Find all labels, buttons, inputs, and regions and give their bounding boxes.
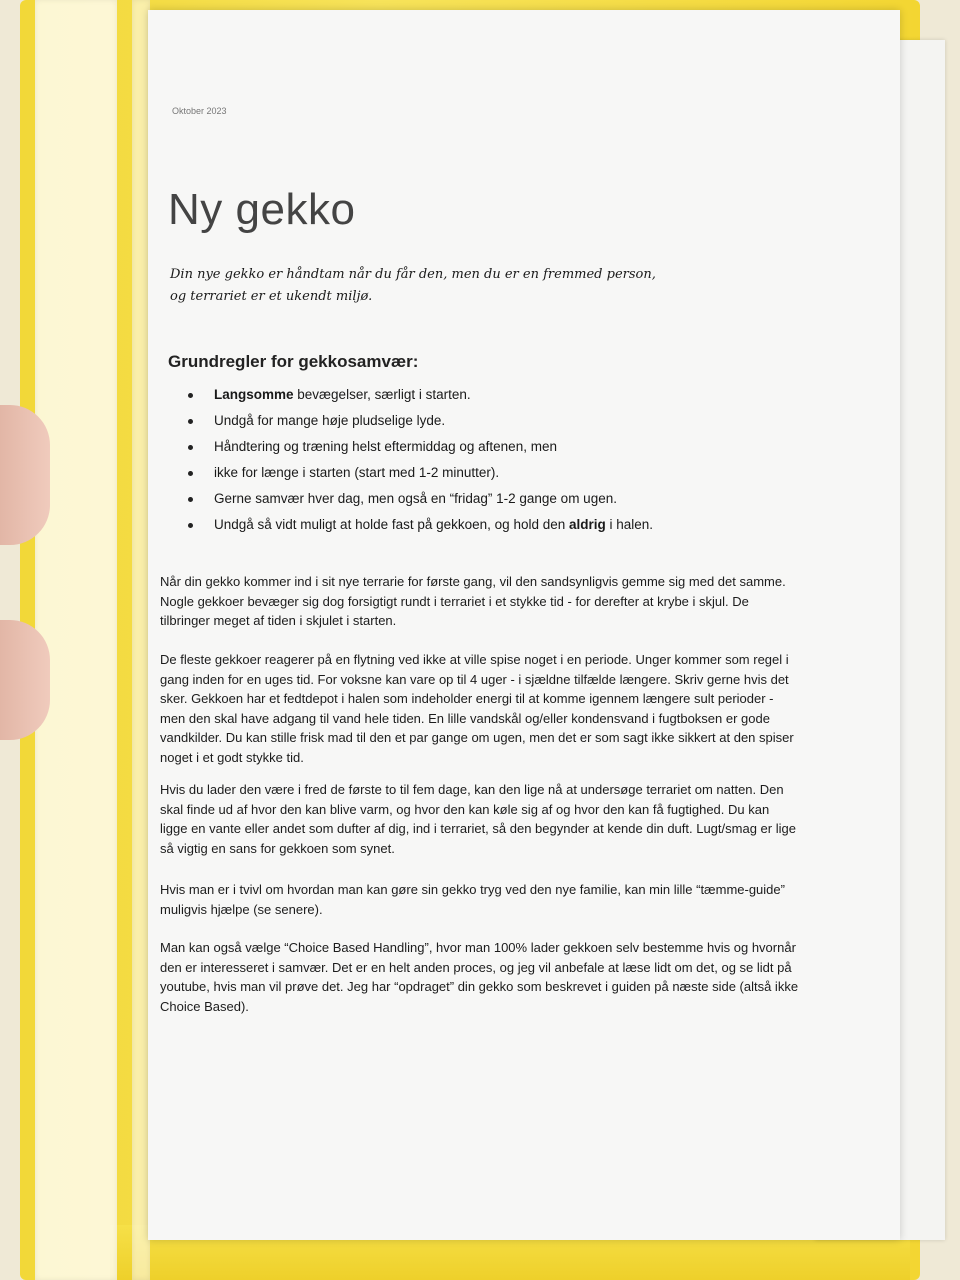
page-title: Ny gekko xyxy=(168,185,356,234)
finger-shape xyxy=(0,405,50,545)
paragraph: Hvis du lader den være i fred de første to til fem dage, kan den lige nå at undersøge terrariet om natten. Den skal finde ud af hvor den kan blive varm, og hvor den kan køle sig af og hvor den kan få fugtighed. Du kan ligge en vante eller andet som dufter af dig, ind i terrariet, så den begynder at kende din duft. Lugt/smag er lige så vigtig en sans for gekkoen som synet. xyxy=(160,782,796,856)
paragraph: Når din gekko kommer ind i sit nye terrarie for første gang, vil den sandsynligvis gemme sig med det samme. Nogle gekkoer bevæger sig dog forsigtigt rundt i terrariet i et stykke tid - for derefter at krybe i skjul. De tilbringer meget af tiden i skjulet i starten. xyxy=(160,574,786,628)
intro-text: Din nye gekko er håndtam når du får den, men du er en fremmed person, og terrariet er et ukendt miljø. xyxy=(170,267,656,304)
paragraph: Hvis man er i tvivl om hvordan man kan gøre sin gekko tryg ved den nye familie, kan min lille “tæmme-guide” muligvis hjælpe (se senere). xyxy=(160,882,785,917)
list-item: Undgå så vidt muligt at holde fast på gekkoen, og hold den aldrig i halen. xyxy=(188,512,808,538)
rules-list xyxy=(188,382,808,538)
list-item: Gerne samvær hver dag, men også en “fridag” 1-2 gange om ugen. xyxy=(188,486,808,512)
paragraph: De fleste gekkoer reagerer på en flytning ved ikke at ville spise noget i en periode. Unger kommer som regel i gang inden for en uges tid. For voksne kan vare op til 4 uger - i sjældne tilfælde længere. Skriv gerne hvis det sker. Gekkoen har et fedtdepot i halen som indeholder energi til at komme igennem længere sult perioder - men den skal have adgang til vand hele tiden. En lille vandskål og/eller kondensvand i fugtboksen er gode vandkilder. Du kan stille frisk mad til den et par gange om ugen, men det er som sagt ikke sikkert at den spiser noget i et godt stykke tid. xyxy=(160,652,794,765)
list-item: Håndtering og træning helst eftermiddag og aftenen, men xyxy=(188,434,808,460)
paragraph: Man kan også vælge “Choice Based Handling”, hvor man 100% lader gekkoen selv bestemme hvis og hvornår den er interesseret i samvær. Det er en helt anden proces, og jeg vil anbefale at læse lidt om det, og se lidt på youtube, hvis man vil prøve det. Jeg har “opdraget” din gekko som beskrevet i guiden på næste side (altså ikke Choice Based). xyxy=(160,940,799,1014)
document-date: Oktober 2023 xyxy=(172,106,227,116)
plastic-sleeve-strip xyxy=(35,0,117,1280)
document-page xyxy=(148,10,900,1240)
list-item: Undgå for mange høje pludselige lyde. xyxy=(188,408,808,434)
finger-shape xyxy=(0,620,50,740)
list-item: ikke for længe i starten (start med 1-2 minutter). xyxy=(188,460,808,486)
list-item: Langsomme bevægelser, særligt i starten. xyxy=(188,382,808,408)
rules-heading: Grundregler for gekkosamvær: xyxy=(168,352,419,371)
